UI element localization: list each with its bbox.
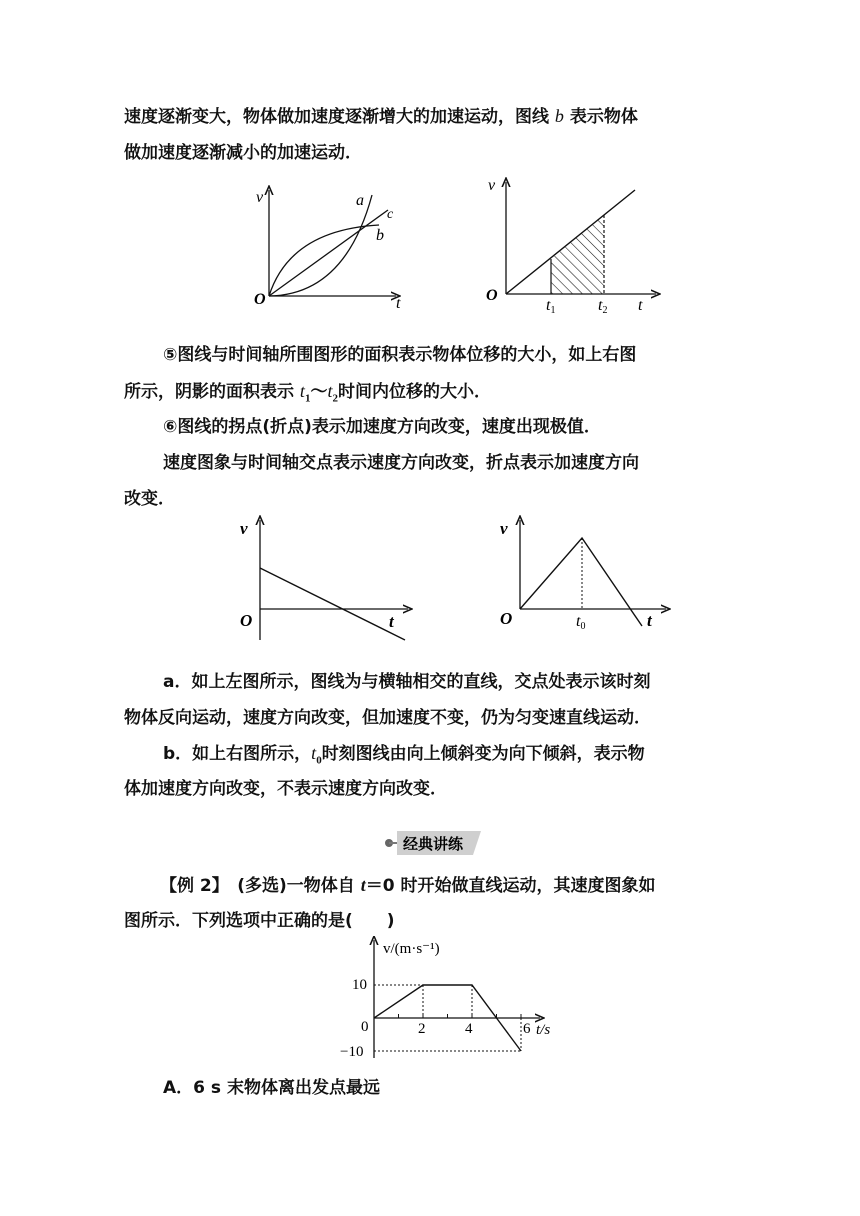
item-b-line-2: 体加速度方向改变，不表示速度方向改变． xyxy=(124,779,447,799)
point5-line-2: 所示，阴影的面积表示 $t_1\sim t_2$时间内位移的大小． xyxy=(124,381,491,405)
axis-t-label: t xyxy=(647,611,652,630)
intro-text: 速度逐渐变大，物体做加速度逐渐增大的加速运动，图线 xyxy=(124,107,555,127)
intro-line-2: 做加速度逐渐减小的加速运动． xyxy=(124,143,362,163)
axis-v-label: v xyxy=(500,519,508,538)
intro-text-end: 表示物体 xyxy=(563,107,638,127)
origin-label: O xyxy=(500,609,513,628)
example2-line-2: 图所示．下列选项中正确的是( ) xyxy=(124,911,395,931)
axis-v-label: v xyxy=(240,519,248,538)
shaded-area xyxy=(551,215,604,294)
x-axis-label: t/s xyxy=(536,1022,551,1038)
figure-vt-peak xyxy=(492,512,682,642)
badge-label: 经典讲练 xyxy=(403,835,464,853)
intro-line-1 xyxy=(124,104,638,129)
origin-label: O xyxy=(254,291,266,308)
t0-label: t0 xyxy=(576,613,586,632)
figure-vt-crossing xyxy=(232,512,422,642)
y-tick-neg10: −10 xyxy=(340,1044,364,1060)
label-b: b xyxy=(376,227,384,244)
curve-b xyxy=(269,225,379,296)
point5-line-1: ⑤图线与时间轴所围图形的面积表示物体位移的大小，如上右图 xyxy=(163,345,637,365)
axis-t-label: t xyxy=(638,297,643,314)
origin-label: O xyxy=(486,287,498,304)
x-tick-2: 2 xyxy=(418,1021,426,1037)
item-b-line-1: b．如上右图所示，$t_0$时刻图线由向上倾斜变为向下倾斜，表示物 xyxy=(163,743,645,767)
label-a: a xyxy=(356,192,364,209)
x-tick-6: 6 xyxy=(523,1021,531,1037)
velocity-line xyxy=(260,568,405,640)
curve-a xyxy=(269,195,372,296)
section-badge xyxy=(383,829,481,857)
t2-label: t2 xyxy=(598,297,608,316)
x-tick-4: 4 xyxy=(465,1021,473,1037)
label-c: c xyxy=(387,207,394,222)
y-axis-label: v/(m·s⁻¹) xyxy=(383,941,440,957)
figure-vt-curves xyxy=(250,180,420,330)
item-a-line-1: a．如上左图所示，图线为与横轴相交的直线，交点处表示该时刻 xyxy=(163,672,651,692)
note-line-1: 速度图象与时间轴交点表示速度方向改变，折点表示加速度方向 xyxy=(163,453,639,473)
y-tick-0: 0 xyxy=(361,1019,369,1035)
note-line-2: 改变． xyxy=(124,489,175,509)
y-tick-10: 10 xyxy=(352,977,367,993)
figure-vt-area xyxy=(480,172,670,327)
axis-v-label: v xyxy=(488,177,496,194)
item-a-line-2: 物体反向运动，速度方向改变，但加速度不变，仍为匀变速直线运动． xyxy=(124,708,651,728)
example2-line-1: 【例 2】 (多选)一物体自 t＝0 时开始做直线运动，其速度图象如 xyxy=(160,875,656,896)
velocity-line xyxy=(520,538,642,626)
option-a: A．6 s 末物体离出发点最远 xyxy=(163,1078,380,1098)
axis-t-label: t xyxy=(396,295,401,312)
velocity-time-chart xyxy=(330,936,570,1061)
axis-t-label: t xyxy=(389,612,394,631)
t1-label: t1 xyxy=(546,297,556,316)
axis-v-label: v xyxy=(256,189,264,206)
line-c xyxy=(269,210,388,296)
var-b: b xyxy=(554,106,564,126)
origin-label: O xyxy=(240,611,253,630)
point6-line: ⑥图线的拐点(折点)表示加速度方向改变，速度出现极值． xyxy=(163,417,601,437)
